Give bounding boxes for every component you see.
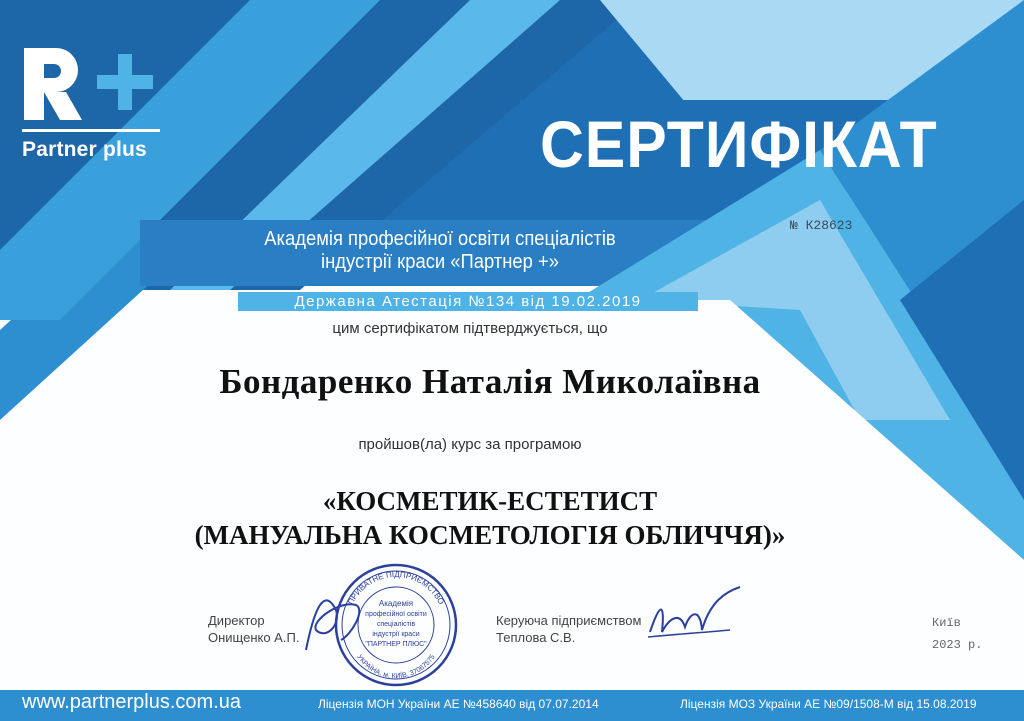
stamp-inner-line-5: "ПАРТНЕР ПЛЮС" xyxy=(365,641,427,648)
organization-stamp xyxy=(326,560,466,690)
certificate-number: № К28623 xyxy=(790,218,853,233)
recipient-name: Бондаренко Наталія Миколаївна xyxy=(219,362,761,401)
license-mon: Ліцензія МОН України АЕ №458640 від 07.07.2014 xyxy=(318,697,599,711)
manager-name: Теплова С.В. xyxy=(496,630,576,645)
logo-divider xyxy=(22,129,160,132)
academy-line-2: індустрії краси «Партнер +» xyxy=(321,251,559,273)
attestation-banner: Державна Атестація №134 від 19.02.2019 xyxy=(238,292,698,311)
stamp-outer-text: ПРИВАТНЕ ПІДПРИЄМСТВО xyxy=(346,569,446,606)
svg-text:УКРАЇНА, м. КИЇВ, 37067575 xyxy=(355,654,436,680)
director-signature-label xyxy=(208,612,299,646)
manager-role: Керуюча підприємством xyxy=(496,613,642,628)
stamp-bottom-text: УКРАЇНА, м. КИЇВ, 37067575 xyxy=(355,653,437,681)
passed-text: пройшов(ла) курс за програмою xyxy=(358,436,582,453)
stamp-inner-line-3: спеціалістів xyxy=(376,621,416,628)
issue-city: Київ xyxy=(932,616,961,630)
confirm-text: цим сертифікатом підтверджується, що xyxy=(332,320,608,337)
license-moz: Ліцензія МОЗ України АЕ №09/1508-М від 15.08.2019 xyxy=(680,697,977,711)
program-title-line-1: «КОСМЕТИК-ЕСТЕТИСТ xyxy=(322,486,658,516)
manager-signature xyxy=(640,582,750,652)
director-role: Директор xyxy=(208,613,265,628)
issue-place xyxy=(932,612,982,656)
logo-name: Partner plus xyxy=(22,138,147,161)
issue-year: 2023 р. xyxy=(932,638,983,652)
certificate-title: СЕРТИФІКАТ xyxy=(540,107,938,181)
stamp-inner-line-4: індустрії краси xyxy=(372,631,420,638)
website-link[interactable]: www.partnerplus.com.ua xyxy=(22,691,241,713)
stamp-inner-line-2: професійної освіти xyxy=(365,611,427,618)
manager-signature-label xyxy=(496,612,641,646)
program-title-line-2: (МАНУАЛЬНА КОСМЕТОЛОГІЯ ОБЛИЧЧЯ)» xyxy=(194,520,786,550)
academy-line-1: Академія професійної освіти спеціалістів xyxy=(264,228,616,250)
director-name: Онищенко А.П. xyxy=(208,630,300,645)
stamp-inner-line-1: Академія xyxy=(378,599,414,608)
academy-name xyxy=(182,228,697,274)
